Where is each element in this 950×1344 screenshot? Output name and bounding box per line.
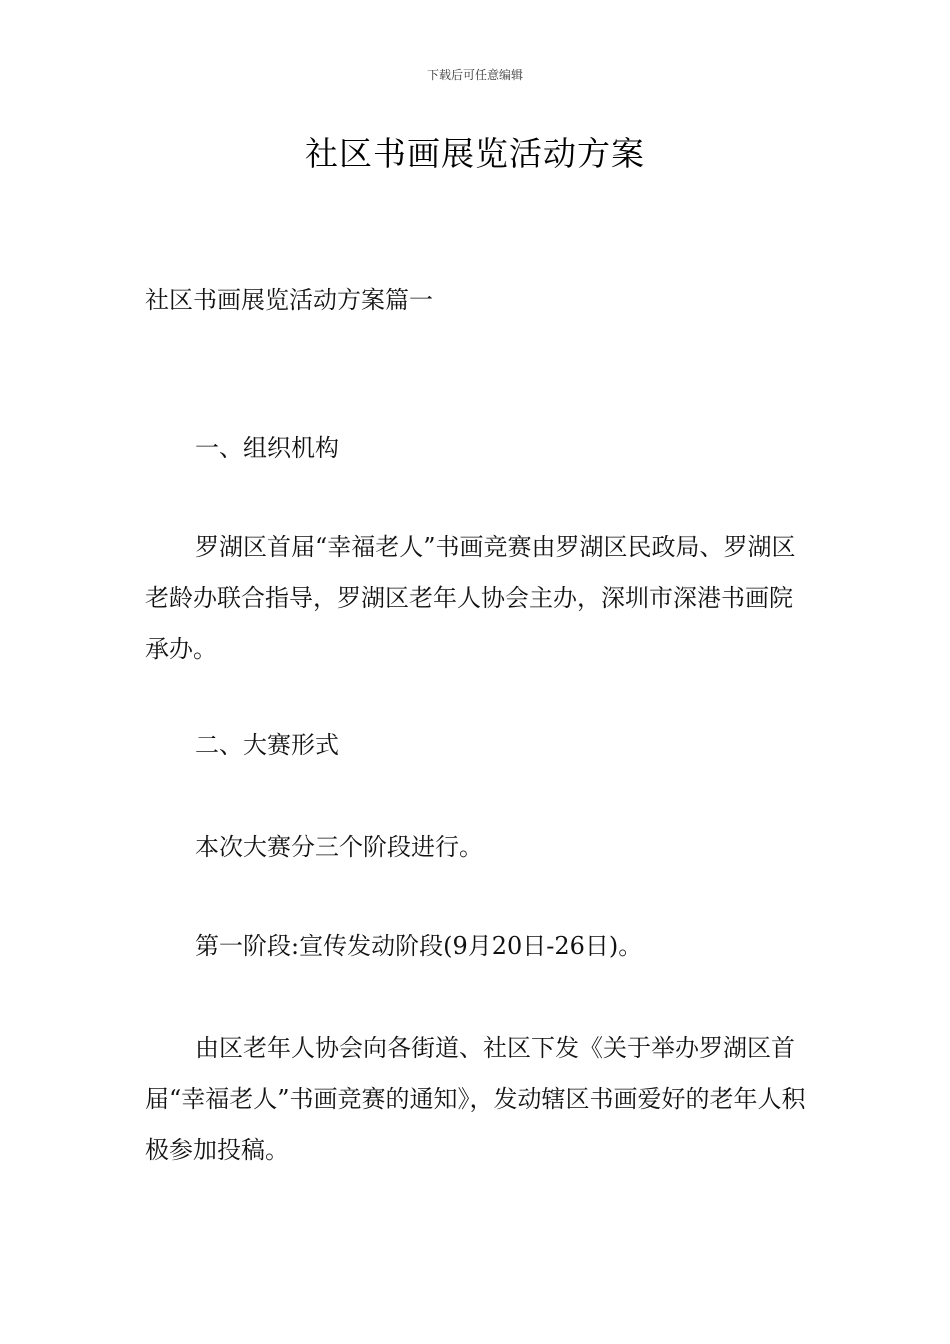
section-title-text: 社区书画展览活动方案篇一 [145,286,433,314]
heading-organization [145,423,810,474]
paragraph-stages [145,822,810,873]
document-title: 社区书画展览活动方案 [305,134,645,173]
paragraph-organization-text: 罗湖区首届“幸福老人”书画竞赛由罗湖区民政局、罗湖区老龄办联合指导，罗湖区老年人协会主办，深圳市深港书画院承办。 [145,533,796,663]
paragraph-organization [145,522,810,675]
paragraph-stage-one-detail-text: 由区老年人协会向各街道、社区下发《关于举办罗湖区首届“幸福老人”书画竞赛的通知》，发动辖区书画爱好的老年人积极参加投稿。 [145,1034,806,1164]
heading-organization-text: 一、组织机构 [195,434,339,462]
paragraph-stage-one-text: 第一阶段:宣传发动阶段(9月20日-26日)。 [195,932,643,960]
heading-competition-format-text: 二、大赛形式 [195,731,339,759]
header-note: 下载后可任意编辑 [426,68,523,82]
paragraph-stages-text: 本次大赛分三个阶段进行。 [195,833,483,861]
paragraph-stage-one [145,921,810,972]
section-title [145,275,810,326]
heading-competition-format [145,720,810,771]
paragraph-stage-one-detail [145,1023,810,1176]
